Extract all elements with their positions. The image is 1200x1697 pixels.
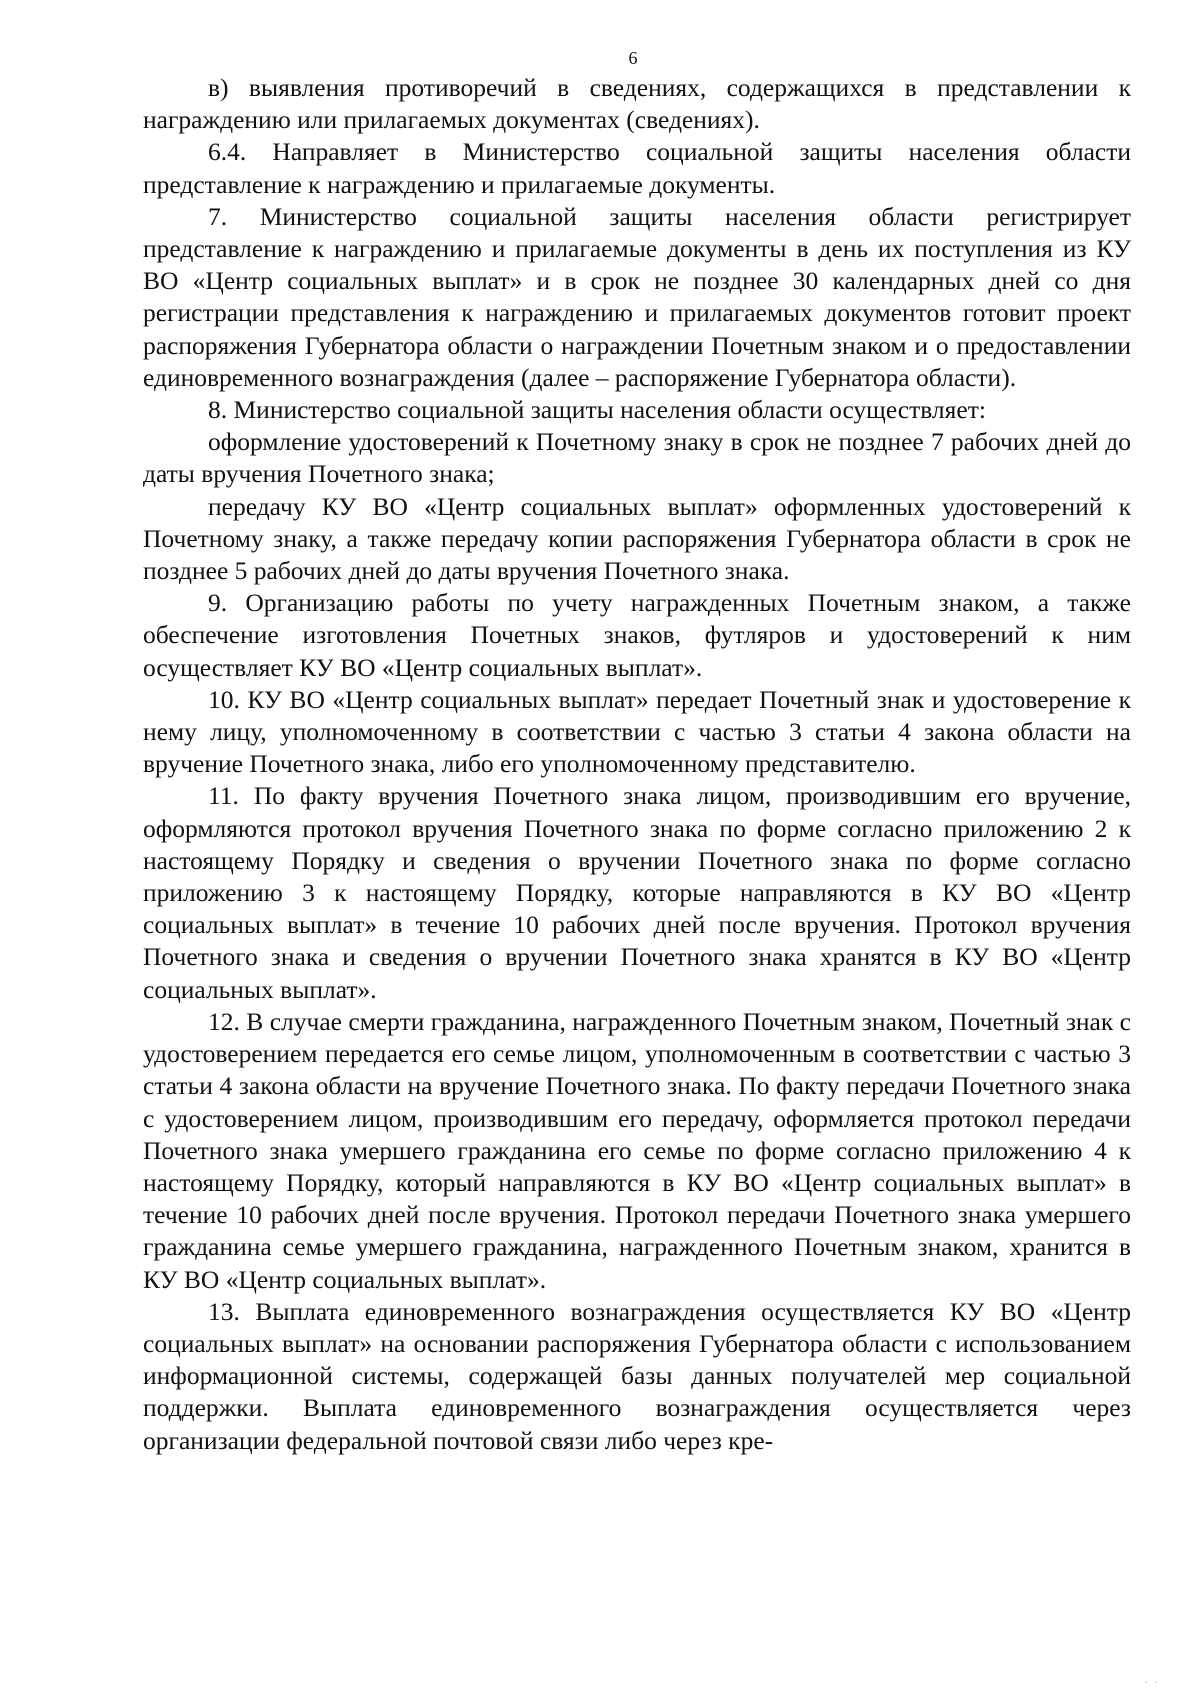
paragraph-11: 11. По факту вручения Почетного знака лицом, производившим его вручение, оформляются протокол вручения Почетного знака по форме согласно приложению 2 к настоящему Порядку и сведения о вручении Почетного знака по форме согласно приложению 3 к настоящему Порядку, которые направляются в КУ ВО «Центр социальных выплат» в течение 10 рабочих дней после вручения. Протокол вручения Почетного знака и сведения о вручении Почетного знака хранятся в КУ ВО «Центр социальных выплат». xyxy=(143,781,1131,1004)
paragraph-13: 13. Выплата единовременного вознаграждения осуществляется КУ ВО «Центр социальных выплат» на основании распоряжения Губернатора области с использованием информационной системы, содержащей базы данных получателей мер социальной поддержки. Выплата единовременного вознаграждения осуществляется через организации федеральной почтовой связи либо через кре- xyxy=(143,1296,1131,1455)
paragraph-9: 9. Организацию работы по учету награжденных Почетным знаком, а также обеспечение изготовления Почетных знаков, футляров и удостоверений к ним осуществляет КУ ВО «Центр социальных выплат». xyxy=(143,588,1131,682)
paragraph-item-v: в) выявления противоречий в сведениях, содержащихся в представлении к награждению или прилагаемых документах (сведениях). xyxy=(143,73,1131,135)
document-body xyxy=(143,72,1131,1457)
scan-artifact: · · xyxy=(1144,1678,1160,1689)
paragraph-10: 10. КУ ВО «Центр социальных выплат» передает Почетный знак и удостоверение к нему лицу, уполномоченному в соответствии с частью 3 статьи 4 закона области на вручение Почетного знака, либо его уполномоченному представителю. xyxy=(143,684,1131,779)
paragraph-8: 8. Министерство социальной защиты населения области осуществляет: xyxy=(208,395,986,425)
paragraph-8-item-2: передачу КУ ВО «Центр социальных выплат» оформленных удостоверений к Почетному знаку, а также передачу копии распоряжения Губернатора области в срок не позднее 5 рабочих дней до даты вручения Почетного знака. xyxy=(143,491,1131,586)
paragraph-8-item-1: оформление удостоверений к Почетному знаку в срок не позднее 7 рабочих дней до даты вручения Почетного знака; xyxy=(143,427,1131,489)
paragraph-6-4: 6.4. Направляет в Министерство социальной защиты населения области представление к награждению и прилагаемые документы. xyxy=(143,137,1131,199)
paragraph-12: 12. В случае смерти гражданина, награжденного Почетным знаком, Почетный знак с удостоверением передается его семье лицом, уполномоченным в соответствии с частью 3 статьи 4 закона области на вручение Почетного знака. По факту передачи Почетного знака с удостоверением лицом, производившим его передачу, оформляется протокол передачи Почетного знака умершего гражданина его семье по форме согласно приложению 4 к настоящему Порядку, который направляются в КУ ВО «Центр социальных выплат» в течение 10 рабочих дней после вручения. Протокол передачи Почетного знака умершего гражданина семье умершего гражданина, награжденного Почетным знаком, хранится в КУ ВО «Центр социальных выплат». xyxy=(143,1006,1131,1294)
page-number: 6 xyxy=(628,48,638,68)
paragraph-7: 7. Министерство социальной защиты населения области регистрирует представление к награждению и прилагаемые документы в день их поступления из КУ ВО «Центр социальных выплат» и в срок не позднее 30 календарных дней со дня регистрации представления к награждению и прилагаемых документов готовит проект распоряжения Губернатора области о награждении Почетным знаком и о предоставлении единовременного вознаграждения (далее – распоряжение Губернатора области). xyxy=(143,201,1131,392)
